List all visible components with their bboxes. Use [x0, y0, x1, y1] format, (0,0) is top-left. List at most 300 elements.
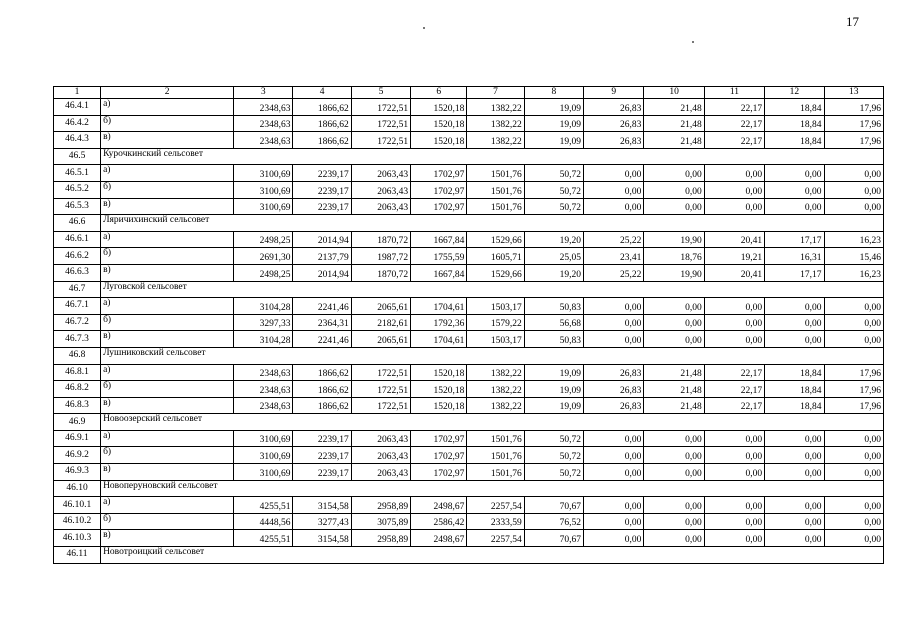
section-number: 46.9 [54, 414, 101, 431]
value-cell: 17,96 [824, 381, 884, 398]
header-row [54, 87, 884, 99]
scan-speck [692, 41, 694, 43]
value-cell: 2257,54 [467, 530, 524, 547]
value-cell: 2498,67 [411, 497, 467, 514]
value-cell: 19,90 [644, 231, 704, 248]
value-cell: 1501,76 [467, 181, 524, 198]
value-cell: 0,00 [824, 497, 884, 514]
table-row [54, 464, 884, 481]
value-cell: 1520,18 [411, 132, 467, 149]
value-cell: 2257,54 [467, 497, 524, 514]
value-cell: 18,84 [765, 99, 824, 116]
row-number: 46.6.2 [54, 248, 101, 265]
row-subitem: в) [101, 331, 234, 348]
value-cell: 0,00 [584, 447, 644, 464]
value-cell: 26,83 [584, 132, 644, 149]
value-cell: 0,00 [824, 513, 884, 530]
value-cell: 0,00 [644, 464, 704, 481]
column-number-header: 1 [54, 87, 101, 99]
value-cell: 3154,58 [293, 530, 351, 547]
value-cell: 2137,79 [293, 248, 351, 265]
value-cell: 21,48 [644, 381, 704, 398]
row-number: 46.4.3 [54, 132, 101, 149]
value-cell: 16,31 [765, 248, 824, 265]
value-cell: 3100,69 [234, 181, 293, 198]
value-cell: 25,22 [584, 231, 644, 248]
value-cell: 3100,69 [234, 198, 293, 215]
value-cell: 2239,17 [293, 447, 351, 464]
table-row [54, 248, 884, 265]
value-cell: 18,84 [765, 132, 824, 149]
value-cell: 1702,97 [411, 447, 467, 464]
value-cell: 0,00 [704, 314, 764, 331]
value-cell: 0,00 [644, 513, 704, 530]
value-cell: 1382,22 [467, 99, 524, 116]
column-number-header: 7 [467, 87, 524, 99]
value-cell: 0,00 [765, 430, 824, 447]
value-cell: 0,00 [704, 464, 764, 481]
value-cell: 2958,89 [351, 530, 410, 547]
value-cell: 19,90 [644, 264, 704, 281]
value-cell: 21,48 [644, 364, 704, 381]
value-cell: 1722,51 [351, 381, 410, 398]
column-number-header: 8 [524, 87, 583, 99]
value-cell: 2348,63 [234, 381, 293, 398]
value-cell: 1382,22 [467, 115, 524, 132]
row-number: 46.9.3 [54, 464, 101, 481]
value-cell: 1704,61 [411, 298, 467, 315]
value-cell: 1702,97 [411, 464, 467, 481]
value-cell: 1702,97 [411, 181, 467, 198]
value-cell: 22,17 [704, 132, 764, 149]
value-cell: 50,72 [524, 430, 583, 447]
table-row [54, 397, 884, 414]
value-cell: 0,00 [765, 447, 824, 464]
table-row [54, 447, 884, 464]
row-subitem: а) [101, 231, 234, 248]
value-cell: 0,00 [644, 331, 704, 348]
value-cell: 1501,76 [467, 430, 524, 447]
value-cell: 0,00 [584, 464, 644, 481]
value-cell: 1667,84 [411, 264, 467, 281]
table-row [54, 314, 884, 331]
value-cell: 1503,17 [467, 331, 524, 348]
value-cell: 1866,62 [293, 115, 351, 132]
value-cell: 3104,28 [234, 298, 293, 315]
value-cell: 1503,17 [467, 298, 524, 315]
value-cell: 2348,63 [234, 99, 293, 116]
table-row [54, 298, 884, 315]
value-cell: 1579,22 [467, 314, 524, 331]
value-cell: 1866,62 [293, 132, 351, 149]
table-row [54, 430, 884, 447]
section-row [54, 215, 884, 232]
value-cell: 19,09 [524, 381, 583, 398]
row-subitem: в) [101, 198, 234, 215]
table-row [54, 513, 884, 530]
value-cell: 1866,62 [293, 381, 351, 398]
column-number-header: 13 [824, 87, 884, 99]
value-cell: 2239,17 [293, 181, 351, 198]
value-cell: 4448,56 [234, 513, 293, 530]
value-cell: 1382,22 [467, 364, 524, 381]
value-cell: 1501,76 [467, 447, 524, 464]
value-cell: 3154,58 [293, 497, 351, 514]
value-cell: 22,17 [704, 364, 764, 381]
value-cell: 1501,76 [467, 464, 524, 481]
value-cell: 18,84 [765, 381, 824, 398]
value-cell: 1722,51 [351, 364, 410, 381]
value-cell: 19,21 [704, 248, 764, 265]
value-cell: 0,00 [765, 181, 824, 198]
value-cell: 0,00 [824, 430, 884, 447]
value-cell: 0,00 [644, 165, 704, 182]
table-row [54, 364, 884, 381]
value-cell: 2063,43 [351, 165, 410, 182]
value-cell: 16,23 [824, 231, 884, 248]
value-cell: 0,00 [824, 181, 884, 198]
value-cell: 26,83 [584, 99, 644, 116]
value-cell: 23,41 [584, 248, 644, 265]
value-cell: 17,96 [824, 115, 884, 132]
value-cell: 26,83 [584, 381, 644, 398]
value-cell: 2065,61 [351, 331, 410, 348]
value-cell: 3075,89 [351, 513, 410, 530]
value-cell: 0,00 [584, 298, 644, 315]
value-cell: 0,00 [824, 530, 884, 547]
table-row [54, 198, 884, 215]
value-cell: 1702,97 [411, 165, 467, 182]
table-row [54, 132, 884, 149]
value-cell: 2014,94 [293, 264, 351, 281]
value-cell: 2498,25 [234, 264, 293, 281]
value-cell: 1722,51 [351, 99, 410, 116]
row-number: 46.10.3 [54, 530, 101, 547]
section-title: Новотроицкий сельсовет [101, 547, 884, 564]
value-cell: 19,20 [524, 231, 583, 248]
value-cell: 2958,89 [351, 497, 410, 514]
value-cell: 3100,69 [234, 165, 293, 182]
table-row [54, 165, 884, 182]
value-cell: 2586,42 [411, 513, 467, 530]
value-cell: 21,48 [644, 115, 704, 132]
value-cell: 17,96 [824, 99, 884, 116]
value-cell: 1520,18 [411, 364, 467, 381]
value-cell: 2348,63 [234, 115, 293, 132]
value-cell: 0,00 [644, 497, 704, 514]
value-cell: 2691,30 [234, 248, 293, 265]
table-row [54, 497, 884, 514]
row-number: 46.8.3 [54, 397, 101, 414]
value-cell: 0,00 [584, 181, 644, 198]
value-cell: 76,52 [524, 513, 583, 530]
value-cell: 1520,18 [411, 99, 467, 116]
value-cell: 19,20 [524, 264, 583, 281]
value-cell: 2498,67 [411, 530, 467, 547]
value-cell: 56,68 [524, 314, 583, 331]
value-cell: 0,00 [644, 198, 704, 215]
row-number: 46.8.1 [54, 364, 101, 381]
value-cell: 0,00 [824, 165, 884, 182]
row-number: 46.4.2 [54, 115, 101, 132]
value-cell: 0,00 [765, 464, 824, 481]
value-cell: 1704,61 [411, 331, 467, 348]
value-cell: 0,00 [824, 447, 884, 464]
value-cell: 1702,97 [411, 198, 467, 215]
section-number: 46.6 [54, 215, 101, 232]
value-cell: 50,83 [524, 298, 583, 315]
value-cell: 3297,33 [234, 314, 293, 331]
row-subitem: а) [101, 298, 234, 315]
value-cell: 50,72 [524, 181, 583, 198]
row-number: 46.5.2 [54, 181, 101, 198]
row-subitem: б) [101, 381, 234, 398]
value-cell: 17,96 [824, 364, 884, 381]
row-subitem: а) [101, 165, 234, 182]
row-subitem: б) [101, 248, 234, 265]
value-cell: 50,72 [524, 165, 583, 182]
row-subitem: б) [101, 513, 234, 530]
value-cell: 1792,36 [411, 314, 467, 331]
value-cell: 1382,22 [467, 397, 524, 414]
value-cell: 1605,71 [467, 248, 524, 265]
table-row [54, 231, 884, 248]
value-cell: 4255,51 [234, 530, 293, 547]
value-cell: 21,48 [644, 132, 704, 149]
row-number: 46.10.1 [54, 497, 101, 514]
value-cell: 2333,59 [467, 513, 524, 530]
table-row [54, 331, 884, 348]
value-cell: 18,84 [765, 364, 824, 381]
value-cell: 2239,17 [293, 464, 351, 481]
value-cell: 1501,76 [467, 165, 524, 182]
table-row [54, 530, 884, 547]
row-number: 46.4.1 [54, 99, 101, 116]
row-number: 46.6.1 [54, 231, 101, 248]
section-title: Ляричихинский сельсовет [101, 215, 884, 232]
value-cell: 2182,61 [351, 314, 410, 331]
value-cell: 15,46 [824, 248, 884, 265]
section-number: 46.8 [54, 347, 101, 364]
value-cell: 0,00 [824, 314, 884, 331]
table-row [54, 181, 884, 198]
value-cell: 0,00 [584, 430, 644, 447]
section-row [54, 547, 884, 564]
section-row [54, 480, 884, 497]
row-subitem: в) [101, 397, 234, 414]
value-cell: 20,41 [704, 264, 764, 281]
value-cell: 22,17 [704, 381, 764, 398]
tariff-table [53, 86, 884, 564]
value-cell: 0,00 [644, 298, 704, 315]
value-cell: 0,00 [765, 530, 824, 547]
table-row [54, 99, 884, 116]
value-cell: 4255,51 [234, 497, 293, 514]
value-cell: 0,00 [704, 165, 764, 182]
row-number: 46.7.3 [54, 331, 101, 348]
value-cell: 1529,66 [467, 231, 524, 248]
column-number-header: 11 [704, 87, 764, 99]
column-number-header: 10 [644, 87, 704, 99]
value-cell: 2241,46 [293, 298, 351, 315]
row-subitem: а) [101, 497, 234, 514]
row-number: 46.10.2 [54, 513, 101, 530]
row-subitem: б) [101, 115, 234, 132]
value-cell: 0,00 [824, 298, 884, 315]
row-subitem: а) [101, 99, 234, 116]
value-cell: 2239,17 [293, 198, 351, 215]
value-cell: 0,00 [584, 198, 644, 215]
section-row [54, 281, 884, 298]
value-cell: 3100,69 [234, 464, 293, 481]
value-cell: 25,22 [584, 264, 644, 281]
value-cell: 0,00 [704, 497, 764, 514]
value-cell: 22,17 [704, 115, 764, 132]
row-number: 46.9.2 [54, 447, 101, 464]
section-row [54, 148, 884, 165]
row-number: 46.8.2 [54, 381, 101, 398]
value-cell: 1667,84 [411, 231, 467, 248]
value-cell: 1866,62 [293, 397, 351, 414]
value-cell: 2014,94 [293, 231, 351, 248]
row-subitem: б) [101, 181, 234, 198]
row-subitem: а) [101, 430, 234, 447]
value-cell: 0,00 [704, 331, 764, 348]
value-cell: 2241,46 [293, 331, 351, 348]
value-cell: 20,41 [704, 231, 764, 248]
section-number: 46.10 [54, 480, 101, 497]
value-cell: 1722,51 [351, 115, 410, 132]
value-cell: 2498,25 [234, 231, 293, 248]
value-cell: 0,00 [765, 314, 824, 331]
value-cell: 1520,18 [411, 397, 467, 414]
value-cell: 0,00 [824, 198, 884, 215]
value-cell: 0,00 [644, 447, 704, 464]
value-cell: 1870,72 [351, 264, 410, 281]
section-number: 46.11 [54, 547, 101, 564]
value-cell: 2348,63 [234, 132, 293, 149]
value-cell: 18,84 [765, 115, 824, 132]
value-cell: 19,09 [524, 132, 583, 149]
section-row [54, 414, 884, 431]
row-subitem: а) [101, 364, 234, 381]
value-cell: 0,00 [584, 530, 644, 547]
value-cell: 1866,62 [293, 364, 351, 381]
value-cell: 2063,43 [351, 430, 410, 447]
value-cell: 2063,43 [351, 464, 410, 481]
value-cell: 2239,17 [293, 430, 351, 447]
value-cell: 3277,43 [293, 513, 351, 530]
row-subitem: в) [101, 264, 234, 281]
row-subitem: в) [101, 530, 234, 547]
section-title: Луговской сельсовет [101, 281, 884, 298]
value-cell: 0,00 [644, 430, 704, 447]
value-cell: 18,76 [644, 248, 704, 265]
value-cell: 2348,63 [234, 397, 293, 414]
table-row [54, 264, 884, 281]
row-number: 46.7.1 [54, 298, 101, 315]
value-cell: 17,17 [765, 231, 824, 248]
value-cell: 0,00 [704, 430, 764, 447]
value-cell: 2065,61 [351, 298, 410, 315]
value-cell: 0,00 [824, 464, 884, 481]
value-cell: 50,83 [524, 331, 583, 348]
section-title: Лушниковский сельсовет [101, 347, 884, 364]
column-number-header: 3 [234, 87, 293, 99]
value-cell: 19,09 [524, 99, 583, 116]
section-title: Курочкинский сельсовет [101, 148, 884, 165]
value-cell: 1520,18 [411, 381, 467, 398]
row-subitem: б) [101, 447, 234, 464]
value-cell: 1382,22 [467, 132, 524, 149]
value-cell: 21,48 [644, 397, 704, 414]
value-cell: 19,09 [524, 364, 583, 381]
value-cell: 0,00 [584, 497, 644, 514]
value-cell: 0,00 [765, 165, 824, 182]
value-cell: 1722,51 [351, 397, 410, 414]
value-cell: 1866,62 [293, 99, 351, 116]
value-cell: 70,67 [524, 530, 583, 547]
value-cell: 70,67 [524, 497, 583, 514]
column-number-header: 2 [101, 87, 234, 99]
value-cell: 0,00 [584, 314, 644, 331]
row-number: 46.7.2 [54, 314, 101, 331]
value-cell: 2239,17 [293, 165, 351, 182]
row-number: 46.9.1 [54, 430, 101, 447]
value-cell: 0,00 [765, 513, 824, 530]
column-number-header: 5 [351, 87, 410, 99]
value-cell: 26,83 [584, 115, 644, 132]
value-cell: 50,72 [524, 447, 583, 464]
value-cell: 1722,51 [351, 132, 410, 149]
row-number: 46.5.3 [54, 198, 101, 215]
value-cell: 25,05 [524, 248, 583, 265]
value-cell: 2063,43 [351, 447, 410, 464]
value-cell: 18,84 [765, 397, 824, 414]
value-cell: 0,00 [704, 530, 764, 547]
column-number-header: 6 [411, 87, 467, 99]
value-cell: 1987,72 [351, 248, 410, 265]
value-cell: 50,72 [524, 198, 583, 215]
section-title: Новоозерский сельсовет [101, 414, 884, 431]
value-cell: 0,00 [704, 447, 764, 464]
scan-speck [423, 27, 425, 29]
table-row [54, 381, 884, 398]
row-subitem: в) [101, 464, 234, 481]
value-cell: 1702,97 [411, 430, 467, 447]
page-number: 17 [846, 14, 859, 29]
value-cell: 22,17 [704, 99, 764, 116]
value-cell: 50,72 [524, 464, 583, 481]
value-cell: 26,83 [584, 364, 644, 381]
section-number: 46.5 [54, 148, 101, 165]
value-cell: 17,17 [765, 264, 824, 281]
value-cell: 0,00 [765, 331, 824, 348]
value-cell: 19,09 [524, 397, 583, 414]
value-cell: 16,23 [824, 264, 884, 281]
value-cell: 1870,72 [351, 231, 410, 248]
row-subitem: б) [101, 314, 234, 331]
value-cell: 0,00 [584, 513, 644, 530]
value-cell: 1501,76 [467, 198, 524, 215]
value-cell: 21,48 [644, 99, 704, 116]
value-cell: 0,00 [704, 298, 764, 315]
value-cell: 1755,59 [411, 248, 467, 265]
row-number: 46.5.1 [54, 165, 101, 182]
value-cell: 3100,69 [234, 430, 293, 447]
section-row [54, 347, 884, 364]
value-cell: 2063,43 [351, 181, 410, 198]
